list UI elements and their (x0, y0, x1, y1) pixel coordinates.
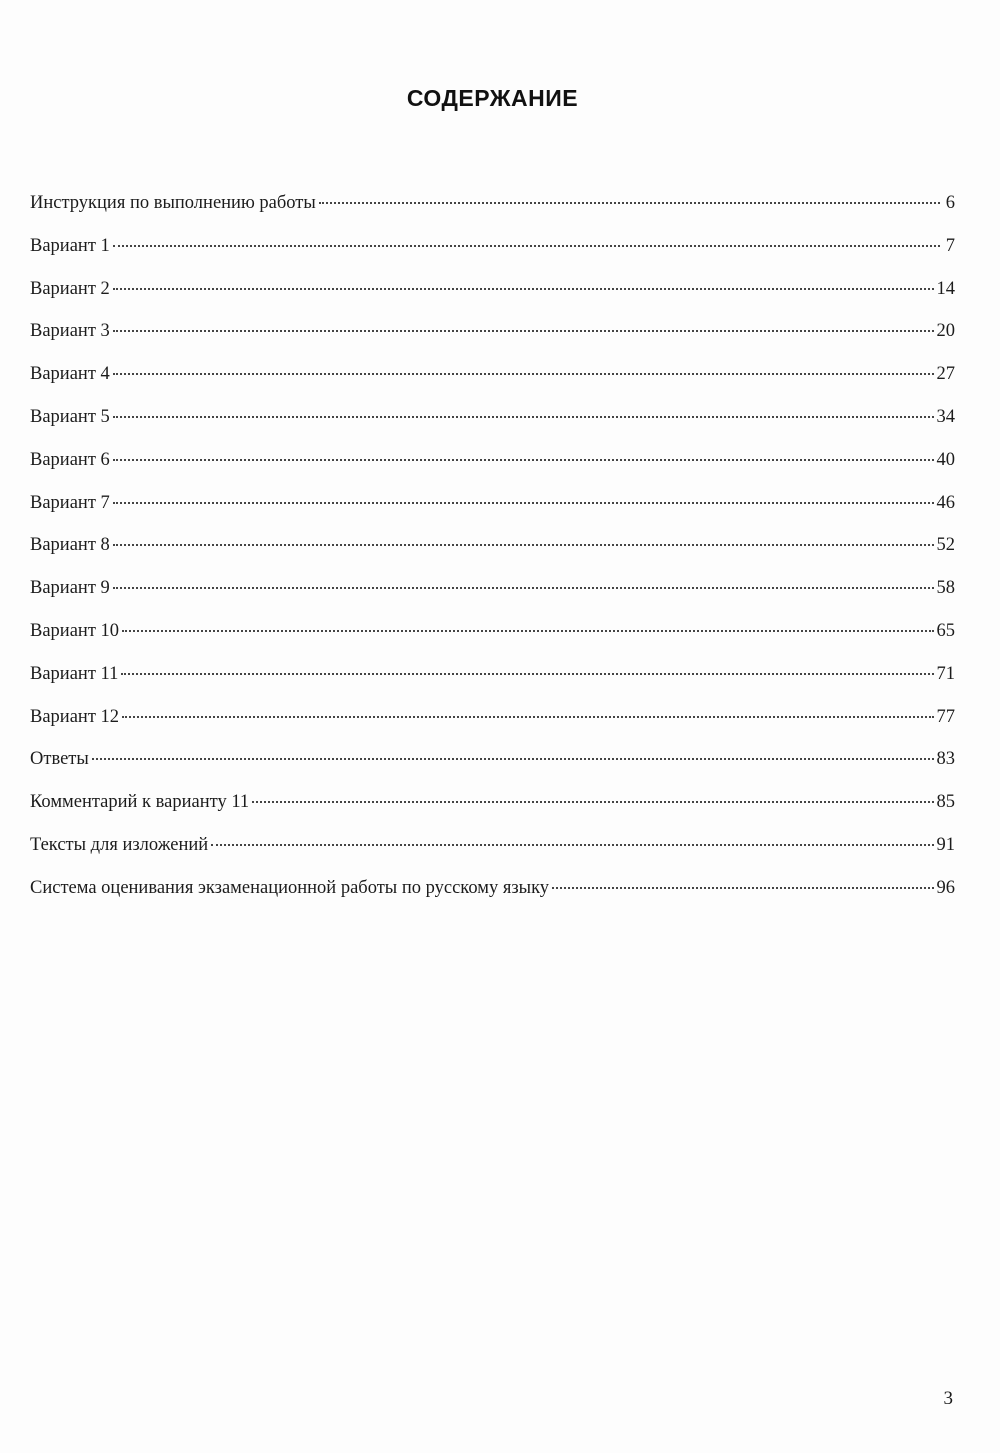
toc-entry-label: Комментарий к варианту 11 (30, 792, 250, 813)
toc-entry-page: 14 (936, 278, 955, 299)
dot-leader (319, 202, 940, 204)
toc-entry-page: 27 (936, 364, 955, 385)
toc-entry[interactable] (30, 364, 955, 407)
toc-entry-label: Вариант 3 (30, 321, 110, 342)
toc-entry-label: Вариант 2 (30, 278, 110, 299)
toc-entry-page: 58 (936, 578, 955, 599)
toc-entry-page: 34 (936, 406, 955, 427)
toc-entry[interactable] (30, 407, 955, 450)
toc-entry[interactable] (30, 792, 955, 835)
dot-leader (122, 630, 933, 632)
toc-entry-label: Вариант 1 (30, 235, 110, 256)
dot-leader (121, 673, 933, 675)
dot-leader (113, 587, 934, 589)
dot-leader (113, 288, 934, 290)
toc-entry-label: Вариант 8 (30, 535, 110, 556)
toc-entry-page: 96 (936, 877, 955, 898)
page-number: 3 (943, 1388, 953, 1409)
toc-entry-page: 91 (936, 834, 955, 855)
toc-entry-page: 65 (936, 620, 955, 641)
toc-entry[interactable] (30, 707, 955, 750)
dot-leader (113, 373, 934, 375)
toc-entry-label: Вариант 4 (30, 364, 110, 385)
toc-entry[interactable] (30, 878, 955, 921)
toc-entry-label: Вариант 12 (30, 706, 120, 727)
toc-entry-label: Вариант 11 (30, 663, 119, 684)
dot-leader (113, 330, 934, 332)
toc-entry-label: Вариант 10 (30, 620, 120, 641)
dot-leader (113, 245, 940, 247)
dot-leader (92, 758, 934, 760)
toc-entry-page: 85 (936, 792, 955, 813)
toc-entry[interactable] (30, 193, 955, 236)
toc-entry-page: 6 (945, 193, 955, 213)
toc-entry-page: 46 (936, 492, 955, 513)
toc-entry[interactable] (30, 578, 955, 621)
toc-entry-label: Инструкция по выполнению работы (30, 193, 316, 213)
toc-entry[interactable] (30, 236, 955, 279)
toc-entry-label: Вариант 7 (30, 492, 110, 513)
toc-entry-page: 83 (936, 749, 955, 770)
toc-entry-page: 52 (936, 535, 955, 556)
dot-leader (113, 416, 934, 418)
toc-entry[interactable] (30, 835, 955, 878)
dot-leader (113, 544, 934, 546)
dot-leader (252, 801, 933, 803)
toc-entry-label: Вариант 6 (30, 449, 110, 470)
toc-entry[interactable] (30, 493, 955, 536)
toc-entry-label: Система оценивания экзаменационной работы по русскому языку (30, 877, 550, 898)
toc-entry-page: 77 (936, 706, 955, 727)
toc-entry-label: Вариант 5 (30, 406, 110, 427)
page-title: СОДЕРЖАНИЕ (406, 85, 579, 112)
dot-leader (211, 844, 933, 846)
toc-entry[interactable] (30, 535, 955, 578)
table-of-contents (30, 193, 955, 921)
toc-entry[interactable] (30, 279, 955, 322)
toc-entry[interactable] (30, 664, 955, 707)
toc-entry-label: Тексты для изложений (30, 834, 209, 855)
toc-entry-label: Ответы (30, 749, 89, 770)
dot-leader (552, 887, 933, 889)
toc-entry[interactable] (30, 621, 955, 664)
dot-leader (122, 716, 933, 718)
toc-entry[interactable] (30, 321, 955, 364)
toc-entry-page: 20 (936, 321, 955, 342)
toc-entry[interactable] (30, 450, 955, 493)
dot-leader (113, 459, 934, 461)
toc-entry-label: Вариант 9 (30, 578, 110, 599)
dot-leader (113, 502, 934, 504)
toc-entry-page: 71 (936, 663, 955, 684)
toc-entry-page: 7 (945, 235, 955, 256)
toc-entry[interactable] (30, 749, 955, 792)
toc-entry-page: 40 (936, 449, 955, 470)
